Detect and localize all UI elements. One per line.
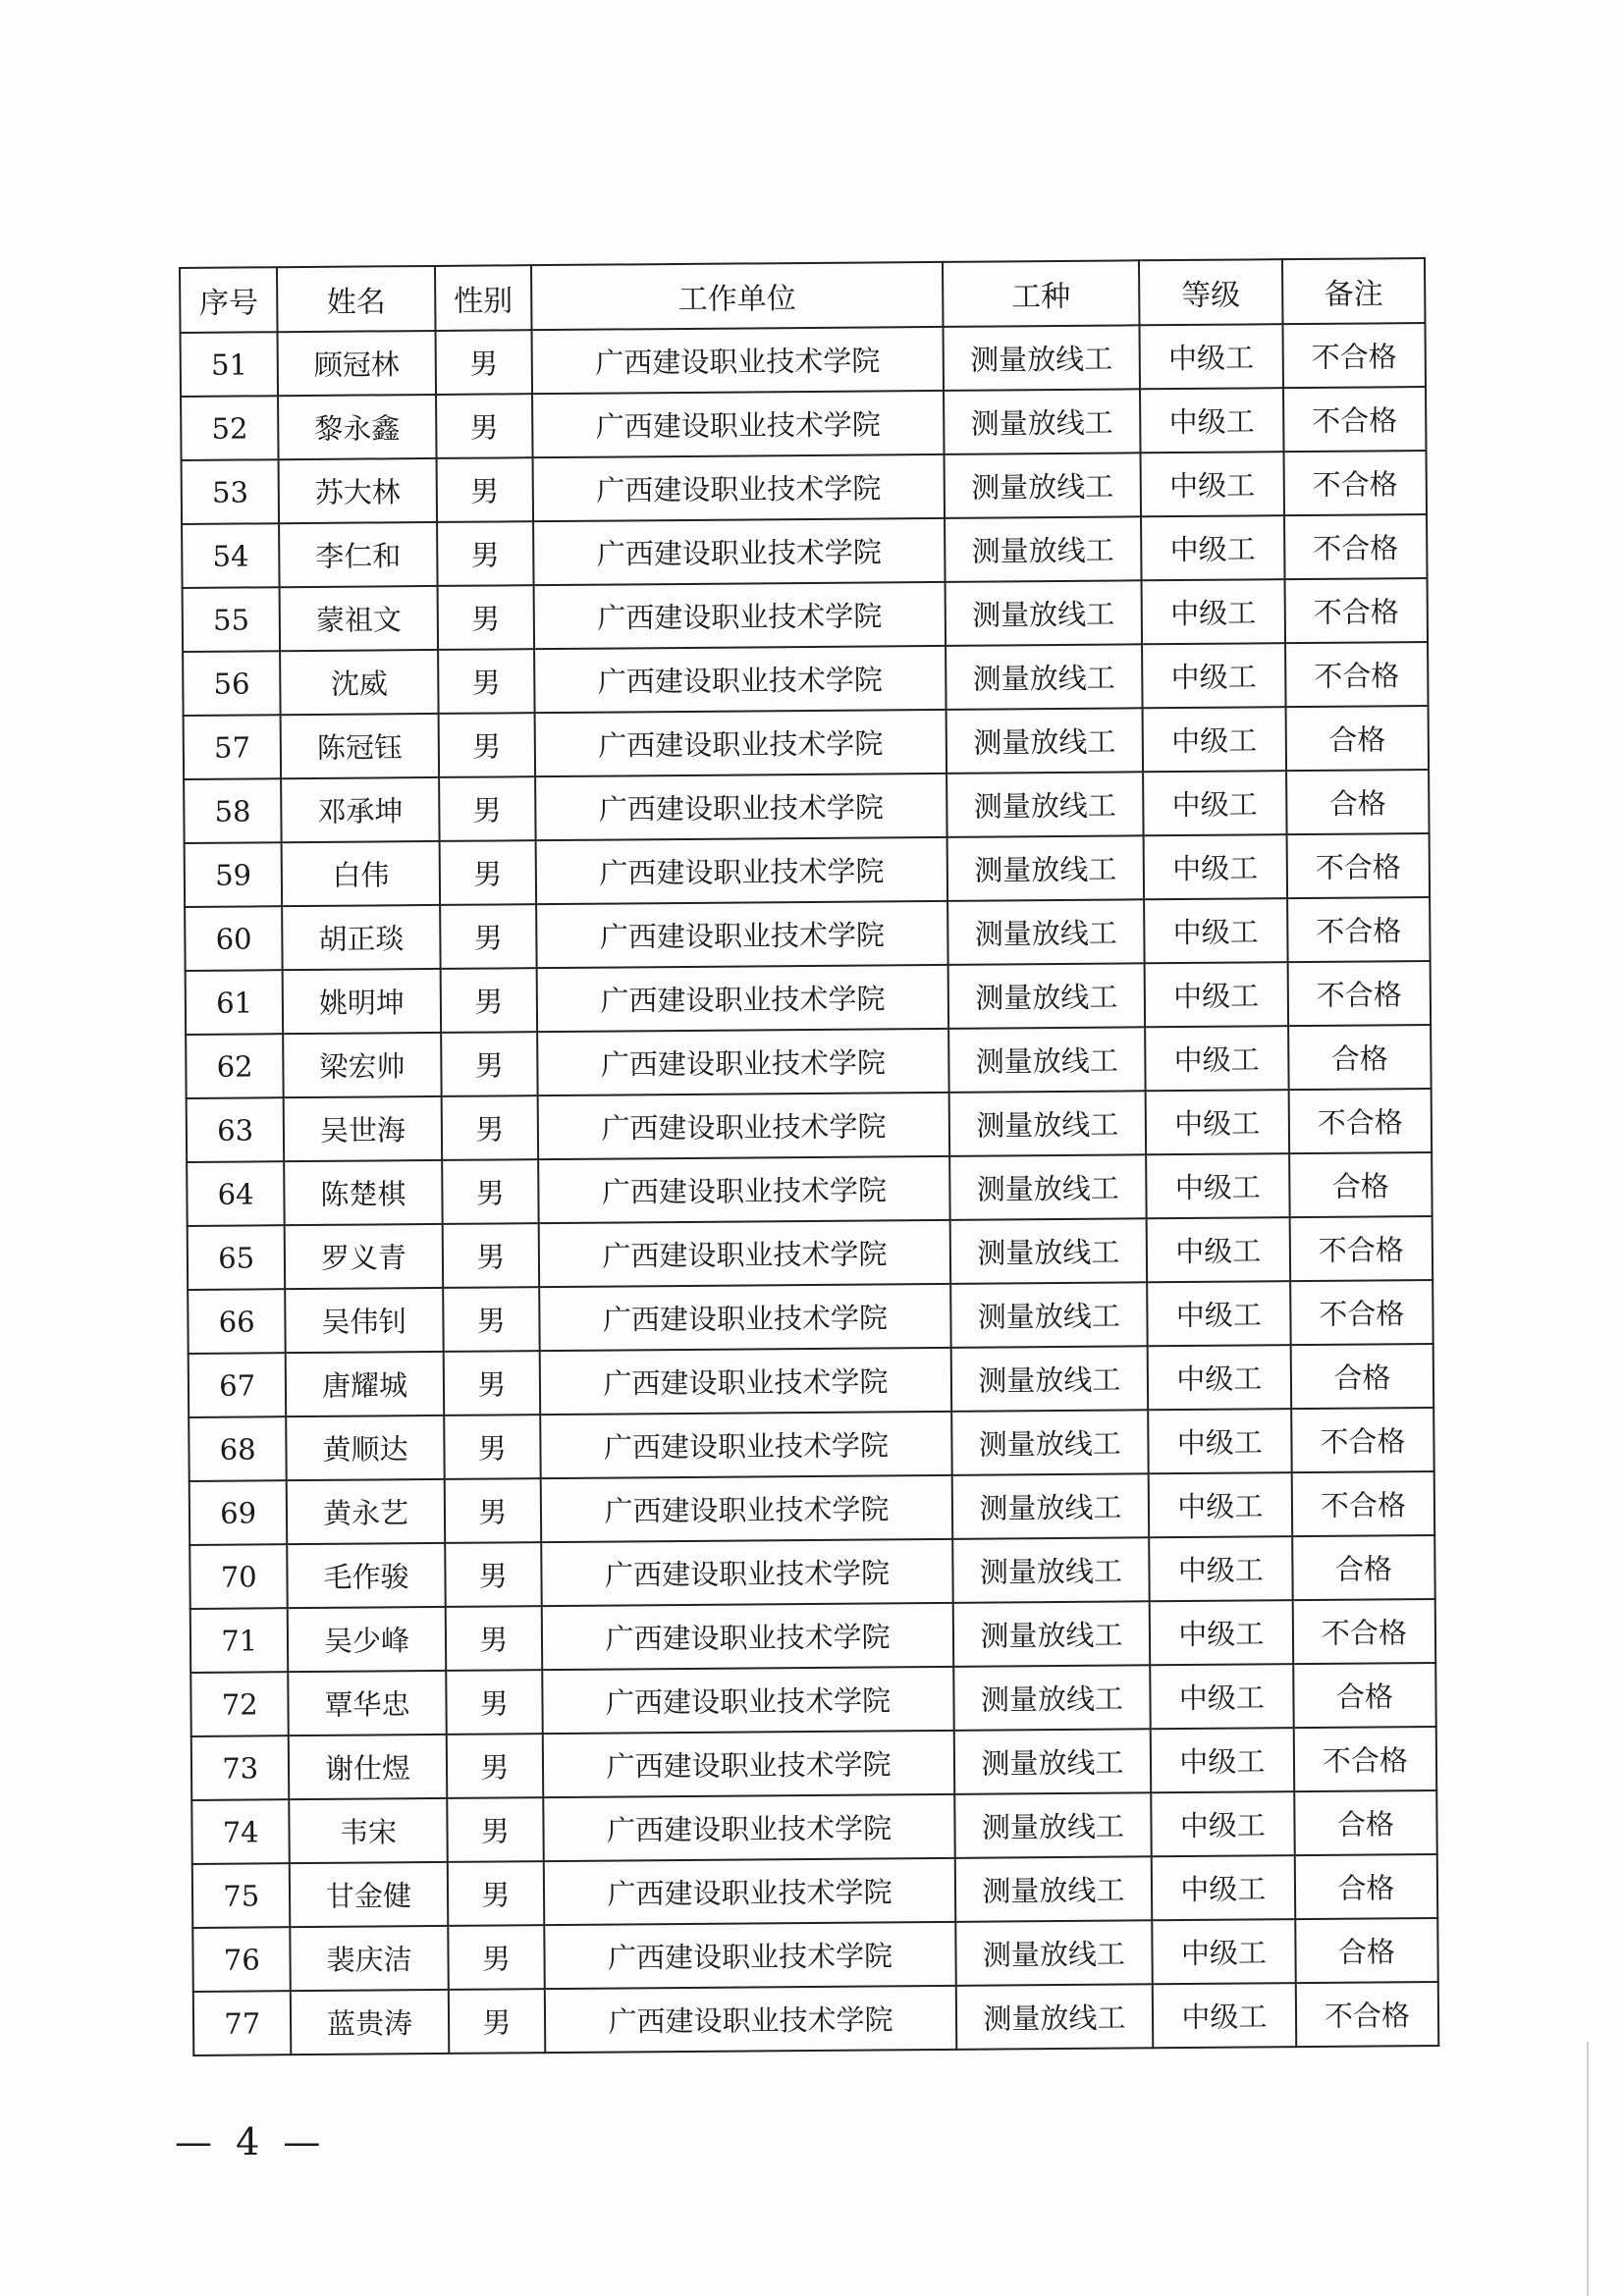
cell-serial-number: 74 — [191, 1799, 290, 1864]
cell-name: 黄顺达 — [287, 1415, 445, 1480]
cell-remark: 不合格 — [1296, 1982, 1439, 2047]
cell-serial-number: 58 — [184, 778, 282, 843]
cell-work-unit: 广西建设职业技术学院 — [536, 901, 947, 968]
cell-gender: 男 — [448, 1925, 545, 1990]
column-header-gender: 性别 — [435, 265, 532, 331]
cell-gender: 男 — [444, 1478, 541, 1543]
cell-trade: 测量放线工 — [945, 453, 1141, 518]
cell-level: 中级工 — [1152, 1855, 1296, 1920]
cell-gender: 男 — [445, 1542, 542, 1607]
cell-serial-number: 77 — [193, 1991, 292, 2056]
cell-work-unit: 广西建设职业技术学院 — [542, 1667, 953, 1734]
cell-remark: 合格 — [1295, 1918, 1438, 1983]
cell-name: 李仁和 — [279, 522, 437, 587]
cell-name: 顾冠林 — [278, 331, 436, 396]
cell-work-unit: 广西建设职业技术学院 — [537, 1029, 948, 1095]
cell-serial-number: 67 — [189, 1353, 287, 1417]
cell-level: 中级工 — [1152, 1919, 1296, 1984]
cell-work-unit: 广西建设职业技术学院 — [540, 1412, 951, 1478]
cell-serial-number: 75 — [192, 1863, 291, 1928]
cell-level: 中级工 — [1149, 1472, 1293, 1537]
cell-gender: 男 — [437, 521, 534, 586]
cell-trade: 测量放线工 — [946, 644, 1142, 710]
cell-remark: 不合格 — [1283, 451, 1427, 515]
cell-gender: 男 — [437, 585, 534, 650]
cell-gender: 男 — [436, 394, 533, 458]
cell-name: 白伟 — [282, 841, 440, 906]
cell-level: 中级工 — [1142, 643, 1286, 708]
cell-work-unit: 广西建设职业技术学院 — [545, 1986, 956, 2053]
cell-work-unit: 广西建设职业技术学院 — [538, 1093, 949, 1159]
cell-remark: 合格 — [1295, 1854, 1438, 1919]
table-row — [183, 642, 1428, 716]
column-header-name: 姓名 — [277, 266, 435, 332]
cell-gender: 男 — [439, 776, 536, 841]
cell-serial-number: 63 — [187, 1097, 285, 1162]
cell-trade: 测量放线工 — [944, 325, 1140, 391]
cell-remark: 不合格 — [1284, 578, 1428, 643]
cell-level: 中级工 — [1141, 515, 1285, 580]
cell-remark: 不合格 — [1285, 642, 1429, 707]
cell-gender: 男 — [442, 1223, 539, 1288]
cell-remark: 合格 — [1293, 1663, 1436, 1728]
cell-name: 姚明坤 — [283, 969, 441, 1034]
cell-name: 胡正琰 — [283, 905, 441, 970]
table-row — [189, 1344, 1433, 1417]
cell-name: 黎永鑫 — [278, 395, 436, 459]
cell-remark: 不合格 — [1287, 897, 1431, 962]
cell-remark: 不合格 — [1289, 1089, 1433, 1153]
cell-work-unit: 广西建设职业技术学院 — [538, 1156, 949, 1223]
cell-name: 裴庆洁 — [291, 1926, 449, 1991]
table-row — [186, 961, 1431, 1035]
cell-level: 中级工 — [1146, 1153, 1290, 1218]
cell-remark: 合格 — [1288, 1025, 1432, 1090]
cell-serial-number: 65 — [188, 1225, 286, 1290]
cell-trade: 测量放线工 — [946, 772, 1143, 837]
cell-name: 陈冠钰 — [281, 714, 439, 778]
cell-remark: 不合格 — [1292, 1471, 1435, 1536]
cell-remark: 不合格 — [1284, 514, 1428, 579]
cell-gender: 男 — [438, 713, 535, 777]
cell-serial-number: 52 — [181, 396, 279, 460]
cell-level: 中级工 — [1140, 452, 1284, 516]
cell-gender: 男 — [435, 330, 532, 395]
cell-serial-number: 70 — [189, 1544, 288, 1609]
cell-serial-number: 69 — [189, 1480, 288, 1545]
cell-gender: 男 — [447, 1861, 544, 1926]
cell-work-unit: 广西建设职业技术学院 — [533, 454, 945, 521]
cell-remark: 合格 — [1292, 1535, 1435, 1600]
cell-trade: 测量放线工 — [951, 1346, 1148, 1412]
table-header — [180, 258, 1425, 333]
cell-level: 中级工 — [1146, 1217, 1290, 1282]
cell-name: 邓承坤 — [282, 777, 440, 842]
cell-name: 谢仕煜 — [289, 1735, 447, 1799]
cell-trade: 测量放线工 — [947, 899, 1144, 965]
cell-gender: 男 — [446, 1670, 543, 1735]
cell-serial-number: 71 — [190, 1608, 289, 1673]
table-row — [189, 1408, 1433, 1481]
table-row — [191, 1790, 1436, 1864]
cell-trade: 测量放线工 — [945, 516, 1141, 582]
cell-serial-number: 51 — [181, 332, 279, 397]
cell-work-unit: 广西建设职业技术学院 — [533, 518, 945, 585]
cell-work-unit: 广西建设职业技术学院 — [543, 1731, 954, 1797]
roster-table-container — [179, 257, 1439, 2056]
cell-work-unit: 广西建设职业技术学院 — [539, 1284, 950, 1351]
cell-trade: 测量放线工 — [948, 963, 1145, 1029]
cell-gender: 男 — [448, 1989, 545, 2054]
cell-trade: 测量放线工 — [950, 1218, 1147, 1284]
table-row — [191, 1727, 1436, 1800]
cell-trade: 测量放线工 — [954, 1729, 1151, 1794]
cell-level: 中级工 — [1143, 771, 1287, 835]
cell-level: 中级工 — [1147, 1345, 1291, 1410]
cell-name: 唐耀城 — [286, 1352, 444, 1416]
page-number: — 4 — — [175, 2120, 327, 2163]
cell-level: 中级工 — [1148, 1409, 1292, 1473]
table-row — [190, 1663, 1435, 1736]
cell-gender: 男 — [443, 1351, 540, 1415]
column-header-remark: 备注 — [1282, 258, 1426, 324]
cell-serial-number: 57 — [184, 715, 282, 779]
cell-gender: 男 — [445, 1606, 542, 1671]
cell-gender: 男 — [442, 1159, 539, 1224]
cell-remark: 不合格 — [1293, 1599, 1436, 1664]
cell-remark: 不合格 — [1291, 1408, 1434, 1472]
table-row — [192, 1854, 1437, 1928]
table-row — [185, 833, 1430, 907]
cell-name: 韦宋 — [290, 1798, 448, 1863]
cell-work-unit: 广西建设职业技术学院 — [541, 1539, 952, 1606]
cell-level: 中级工 — [1144, 898, 1288, 963]
cell-gender: 男 — [438, 649, 535, 714]
cell-trade: 测量放线工 — [949, 1154, 1146, 1220]
cell-level: 中级工 — [1141, 579, 1285, 644]
cell-level: 中级工 — [1140, 388, 1284, 453]
cell-serial-number: 55 — [183, 587, 281, 652]
cell-level: 中级工 — [1144, 962, 1288, 1027]
cell-trade: 测量放线工 — [952, 1473, 1149, 1539]
cell-work-unit: 广西建设职业技术学院 — [536, 837, 947, 904]
cell-remark: 合格 — [1285, 706, 1429, 771]
cell-remark: 不合格 — [1290, 1216, 1433, 1281]
table-row — [181, 323, 1426, 397]
table-row — [189, 1471, 1434, 1545]
cell-trade: 测量放线工 — [956, 1984, 1153, 2050]
cell-work-unit: 广西建设职业技术学院 — [544, 1922, 955, 1989]
cell-trade: 测量放线工 — [953, 1601, 1150, 1667]
cell-serial-number: 62 — [186, 1034, 284, 1098]
cell-work-unit: 广西建设职业技术学院 — [532, 391, 944, 457]
cell-work-unit: 广西建设职业技术学院 — [541, 1475, 952, 1542]
cell-trade: 测量放线工 — [952, 1537, 1149, 1603]
table-row — [188, 1216, 1433, 1290]
cell-remark: 合格 — [1294, 1790, 1437, 1855]
cell-level: 中级工 — [1153, 1983, 1297, 2048]
cell-remark: 不合格 — [1283, 387, 1427, 452]
cell-name: 吴伟钊 — [286, 1288, 444, 1353]
table-row — [188, 1280, 1433, 1354]
cell-serial-number: 56 — [183, 651, 281, 716]
cell-level: 中级工 — [1149, 1536, 1293, 1601]
table-row — [193, 1982, 1438, 2056]
cell-remark: 合格 — [1289, 1152, 1433, 1217]
cell-name: 吴世海 — [284, 1096, 442, 1161]
cell-serial-number: 73 — [191, 1735, 290, 1800]
cell-serial-number: 61 — [186, 970, 284, 1035]
cell-trade: 测量放线工 — [947, 835, 1144, 901]
column-header-work-unit: 工作单位 — [531, 262, 943, 330]
cell-serial-number: 72 — [190, 1672, 289, 1736]
cell-trade: 测量放线工 — [944, 389, 1140, 454]
cell-level: 中级工 — [1150, 1664, 1294, 1729]
cell-level: 中级工 — [1145, 1026, 1289, 1091]
cell-level: 中级工 — [1150, 1600, 1294, 1665]
cell-trade: 测量放线工 — [955, 1856, 1152, 1922]
cell-name: 毛作骏 — [288, 1543, 446, 1608]
cell-level: 中级工 — [1145, 1090, 1289, 1154]
cell-level: 中级工 — [1142, 707, 1286, 772]
table-row — [182, 451, 1427, 524]
cell-serial-number: 66 — [188, 1289, 286, 1354]
cell-level: 中级工 — [1151, 1791, 1295, 1856]
cell-serial-number: 68 — [189, 1416, 287, 1481]
cell-trade: 测量放线工 — [953, 1665, 1150, 1731]
cell-trade: 测量放线工 — [948, 1027, 1145, 1093]
cell-name: 沈威 — [280, 650, 438, 715]
table-row — [181, 387, 1426, 460]
cell-serial-number: 59 — [185, 842, 283, 907]
cell-remark: 不合格 — [1282, 323, 1426, 388]
cell-work-unit: 广西建设职业技术学院 — [544, 1858, 955, 1925]
cell-serial-number: 53 — [182, 459, 280, 524]
scan-edge-line — [1587, 2042, 1589, 2296]
cell-remark: 合格 — [1286, 770, 1430, 834]
cell-remark: 不合格 — [1290, 1280, 1433, 1345]
cell-gender: 男 — [440, 904, 537, 969]
table-row — [186, 1025, 1431, 1098]
cell-gender: 男 — [443, 1287, 540, 1352]
column-header-level: 等级 — [1139, 259, 1283, 325]
table-row — [190, 1599, 1435, 1673]
table-row — [182, 514, 1427, 588]
cell-work-unit: 广西建设职业技术学院 — [534, 582, 946, 649]
cell-level: 中级工 — [1147, 1281, 1291, 1346]
cell-trade: 测量放线工 — [950, 1282, 1147, 1348]
cell-level: 中级工 — [1143, 834, 1287, 899]
cell-level: 中级工 — [1139, 324, 1283, 389]
cell-remark: 不合格 — [1287, 961, 1431, 1026]
cell-remark: 不合格 — [1286, 833, 1430, 898]
cell-work-unit: 广西建设职业技术学院 — [535, 774, 946, 840]
cell-gender: 男 — [441, 1095, 538, 1160]
cell-gender: 男 — [436, 457, 533, 522]
cell-gender: 男 — [447, 1797, 544, 1862]
cell-level: 中级工 — [1151, 1728, 1295, 1792]
cell-serial-number: 64 — [187, 1161, 285, 1226]
cell-name: 覃华忠 — [289, 1671, 447, 1735]
table-row — [192, 1918, 1437, 1992]
cell-remark: 合格 — [1291, 1344, 1434, 1409]
cell-name: 陈楚棋 — [285, 1160, 443, 1225]
cell-name: 蒙祖文 — [280, 586, 438, 651]
column-header-trade: 工种 — [943, 260, 1139, 327]
roster-table — [179, 257, 1439, 2056]
cell-serial-number: 54 — [182, 523, 280, 588]
cell-name: 黄永艺 — [287, 1479, 445, 1544]
cell-gender: 男 — [446, 1734, 543, 1798]
cell-remark: 不合格 — [1294, 1727, 1437, 1791]
header-row — [180, 258, 1425, 333]
cell-name: 罗义青 — [285, 1224, 443, 1289]
cell-work-unit: 广西建设职业技术学院 — [537, 965, 948, 1032]
cell-work-unit: 广西建设职业技术学院 — [543, 1794, 954, 1861]
cell-trade: 测量放线工 — [955, 1920, 1152, 1986]
table-row — [187, 1152, 1432, 1226]
cell-trade: 测量放线工 — [951, 1410, 1148, 1475]
table-row — [184, 706, 1429, 779]
cell-name: 甘金健 — [290, 1862, 448, 1927]
cell-work-unit: 广西建设职业技术学院 — [542, 1603, 953, 1670]
table-row — [183, 578, 1428, 652]
cell-work-unit: 广西建设职业技术学院 — [535, 710, 946, 776]
cell-serial-number: 60 — [185, 906, 283, 971]
cell-work-unit: 广西建设职业技术学院 — [532, 327, 944, 394]
cell-trade: 测量放线工 — [949, 1091, 1146, 1156]
cell-gender: 男 — [444, 1415, 541, 1479]
cell-trade: 测量放线工 — [946, 580, 1142, 646]
cell-name: 苏大林 — [279, 458, 437, 523]
column-header-serial-number: 序号 — [180, 267, 278, 333]
cell-gender: 男 — [441, 1032, 538, 1096]
cell-work-unit: 广西建设职业技术学院 — [539, 1220, 950, 1287]
cell-gender: 男 — [440, 968, 537, 1033]
cell-name: 吴少峰 — [288, 1607, 446, 1672]
cell-work-unit: 广西建设职业技术学院 — [540, 1348, 951, 1415]
cell-name: 蓝贵涛 — [291, 1990, 449, 2055]
table-body — [181, 323, 1439, 2056]
cell-serial-number: 76 — [192, 1927, 291, 1992]
cell-gender: 男 — [439, 840, 536, 905]
table-row — [187, 1089, 1432, 1162]
table-row — [189, 1535, 1434, 1609]
cell-name: 梁宏帅 — [284, 1033, 442, 1097]
cell-trade: 测量放线工 — [954, 1792, 1151, 1858]
table-row — [184, 770, 1429, 843]
table-row — [185, 897, 1430, 971]
cell-work-unit: 广西建设职业技术学院 — [534, 646, 946, 713]
cell-trade: 测量放线工 — [946, 708, 1143, 774]
